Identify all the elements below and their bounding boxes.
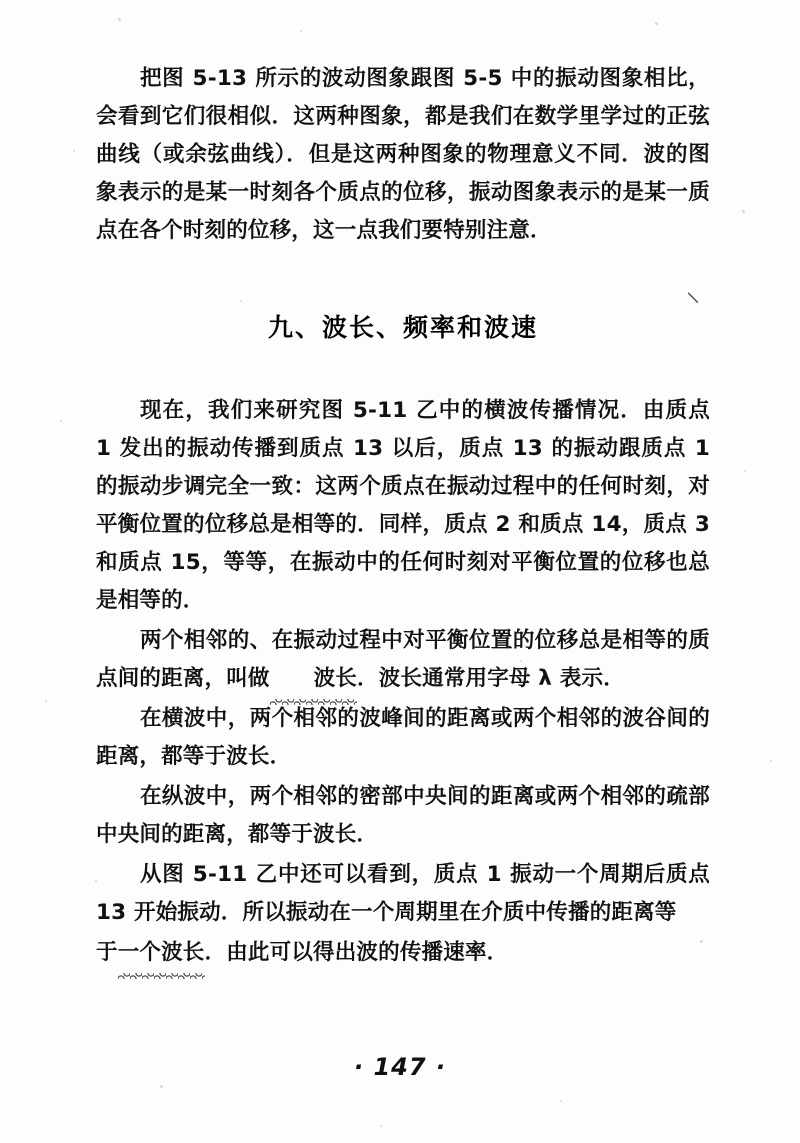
paragraph-transverse-crest-trough: 在横波中，两个相邻的波峰间的距离或两个相邻的波谷间的距离，都等于波长． bbox=[96, 706, 710, 769]
page-number: · 147 · bbox=[353, 1053, 447, 1081]
paragraph-longitudinal-compression: 在纵波中，两个相邻的密部中央间的距离或两个相邻的疏部中央间的距离，都等于波长． bbox=[96, 784, 710, 847]
page-content bbox=[96, 60, 710, 974]
paragraph-intro: 把图 5-13 所示的波动图象跟图 5-5 中的振动图象相比，会看到它们很相似．这两种图象，都是我们在数学里学过的正弦曲线（或余弦曲线）．但是这两种图象的物理意义不同．波的图象表示的是某一时刻各个质点的位移，振动图象表示的是某一质点在各个时刻的位移，这一点我们要特别注意． bbox=[96, 66, 710, 243]
paragraph-period-propagation-continued bbox=[96, 934, 710, 972]
paragraph-transverse-wave: 现在，我们来研究图 5-11 乙中的横波传播情况．由质点 1 发出的振动传播到质点 13 以后，质点 13 的振动跟质点 1 的振动步调完全一致：这两个质点在振动过程中的任何时刻，对平衡位置的位移总是相等的．同样，质点 2 和质点 14，质点 3 和质点 15，等等，在振动中的任何时刻对平衡位置的位移也总是相等的． bbox=[96, 398, 710, 613]
wavelength-term: 波长 bbox=[270, 660, 357, 698]
section-heading-wrap bbox=[96, 308, 710, 344]
stray-pen-mark: / bbox=[683, 290, 703, 305]
definition-tail: ．波长通常用字母 λ 表示． bbox=[357, 666, 625, 691]
one-wavelength-term: 一个波长 bbox=[118, 934, 205, 972]
last-paragraph-body: 从图 5-11 乙中还可以看到，质点 1 振动一个周期后质点 13 开始振动．所以振动在一个周期里在介质中传播的距离等 bbox=[96, 862, 710, 925]
paragraph-wavelength-definition bbox=[96, 622, 710, 698]
section-title: 九、波长、频率和波速 bbox=[267, 313, 538, 342]
last-paragraph-tail: ．由此可以得出波的传播速率． bbox=[204, 940, 509, 965]
definition-lead: 两个相邻的、在振动过程中对平衡位置的位移总是相等的质点间的距离，叫做 bbox=[96, 628, 710, 691]
paragraph-period-propagation bbox=[96, 856, 710, 932]
last-paragraph-lead: 于 bbox=[96, 940, 118, 965]
